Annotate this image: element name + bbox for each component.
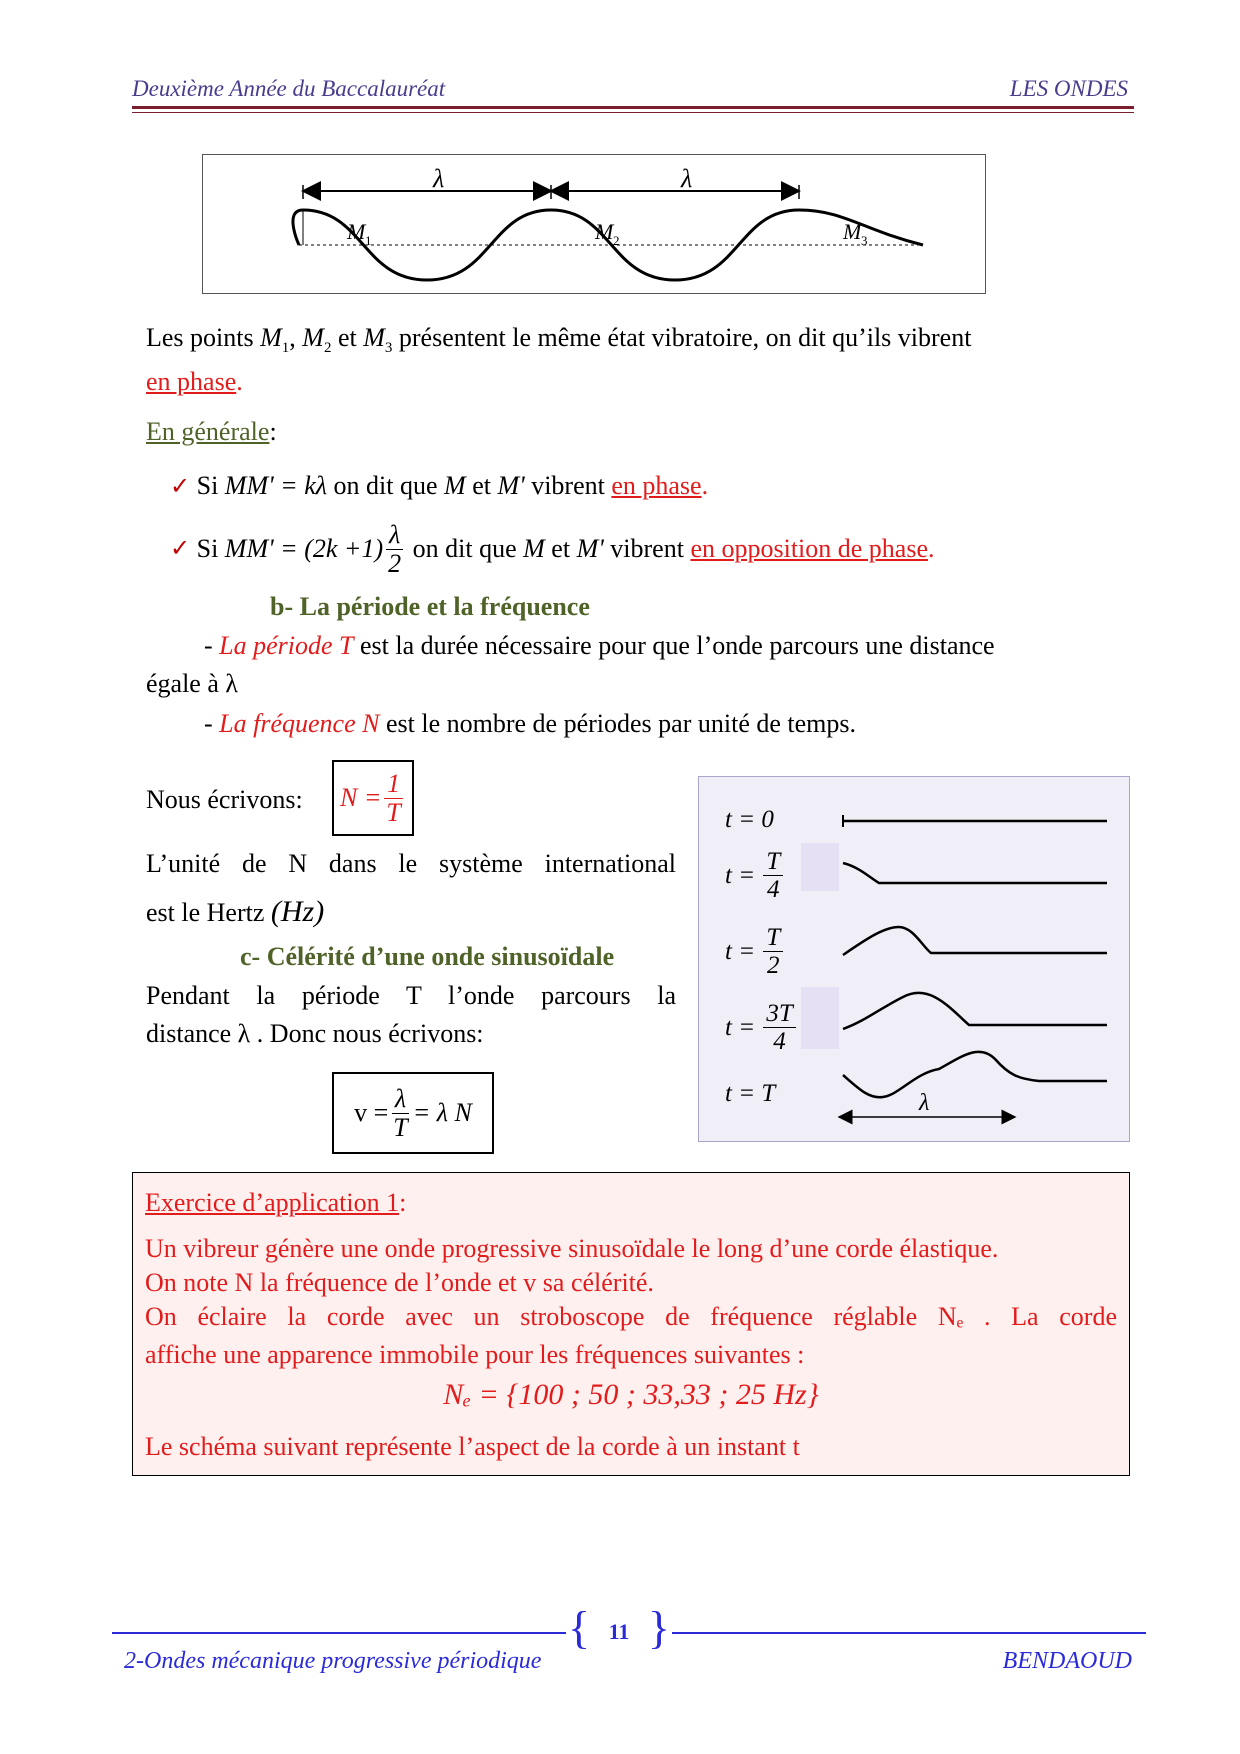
curve-3t4: [843, 993, 1107, 1029]
unit-line2: est le Hertz (Hz): [146, 895, 325, 928]
celerity-line2: distance λ . Donc nous écrivons:: [146, 1019, 484, 1048]
exercise-line5: Le schéma suivant représente l’aspect de la corde à un instant t: [145, 1432, 800, 1461]
m2-label: M: [595, 219, 614, 244]
header-rule: [132, 106, 1134, 109]
propagation-curves: [699, 777, 1129, 1141]
unit-line1: L’unité de N dans le système international: [146, 849, 676, 878]
wave-figure: [202, 154, 986, 294]
curve-t4: [843, 863, 1107, 883]
footer-line-left: [112, 1632, 566, 1634]
bullet-opposition: ✓ Si MM' = (2k +1) $\frac{\lambda}{2}$ on dit que M et M' vibrent en opposition de phase .: [170, 519, 935, 578]
celerity-formula-box: v = $\frac{\lambda}{T}$ = λ N: [332, 1072, 494, 1154]
exercise-title: Exercice d’application 1:: [145, 1188, 407, 1217]
footer-left: 2-Ondes mécanique progressive périodique: [124, 1648, 542, 1674]
time-label-T: t = T: [725, 1080, 776, 1107]
check-icon: ✓: [170, 535, 191, 562]
phase-term: en phase.: [146, 367, 243, 396]
wave-propagation-figure: [698, 776, 1130, 1142]
section-b-title: b- La période et la fréquence: [270, 592, 590, 621]
exercise-formula: Nₑ = {100 ; 50 ; 33,33 ; 25 Hz}: [443, 1378, 819, 1411]
frequency-definition: - La fréquence N est le nombre de périodes par unité de temps.: [204, 709, 857, 738]
page-number-brace: { } 11: [566, 1606, 672, 1658]
curve-t2: [843, 927, 1107, 955]
lambda-label-1: λ: [433, 164, 445, 193]
exercise-box: [132, 1172, 1130, 1476]
page-number: 11: [608, 1619, 630, 1644]
svg-text:3: 3: [861, 233, 868, 248]
m1-label: M: [347, 219, 366, 244]
period-definition: - La période T est la durée nécessaire pour que l’onde parcours une distance: [204, 631, 995, 660]
footer-line-right: [672, 1632, 1146, 1634]
exercise-line1: Un vibreur génère une onde progressive sinusoïdale le long d’une corde élastique.: [145, 1234, 999, 1263]
time-label-t2: t = $\frac{T}{2}$: [725, 925, 785, 978]
header-rule-thin: [132, 112, 1134, 113]
time-label-3t4: t = $\frac{3T}{4}$: [725, 1001, 798, 1054]
wave-figure-svg: [203, 155, 985, 293]
m3-label: M: [843, 219, 862, 244]
general-title: En générale:: [146, 417, 277, 446]
frequency-formula-box: N = $\frac{1}{T}$: [332, 760, 414, 836]
lambda-label-2: λ: [681, 164, 693, 193]
lambda-label: λ: [919, 1090, 930, 1116]
period-definition-cont: égale à λ: [146, 669, 238, 698]
time-label-0: t = 0: [725, 806, 774, 833]
exercise-line4: affiche une apparence immobile pour les fréquences suivantes :: [145, 1340, 805, 1369]
exercise-line3: On éclaire la corde avec un stroboscope de fréquence réglable Nₑ . La corde: [145, 1302, 1117, 1331]
header-left: Deuxième Année du Baccalauréat: [132, 76, 446, 101]
footer-right: BENDAOUD: [1002, 1648, 1132, 1674]
svg-text:1: 1: [365, 233, 372, 248]
exercise-line2: On note N la fréquence de l’onde et v sa célérité.: [145, 1268, 654, 1297]
check-icon: ✓: [170, 474, 191, 500]
svg-text:2: 2: [613, 233, 620, 248]
time-label-t4: t = $\frac{T}{4}$: [725, 849, 785, 902]
celerity-line1: Pendant la période T l’onde parcours la: [146, 981, 676, 1010]
curve-T: [843, 1052, 1107, 1097]
nous-ecrivons-label: Nous écrivons:: [146, 785, 303, 814]
section-c-title: c- Célérité d’une onde sinusoïdale: [240, 942, 615, 971]
header-right: LES ONDES: [1009, 76, 1128, 101]
bullet-in-phase: ✓ Si MM' = kλ on dit que M et M' vibrent en phase.: [170, 471, 709, 500]
phase-paragraph: Les points $M_1$, $M_2$ et $M_3$ présentent le même état vibratoire, on dit qu’ils vibrent: [146, 323, 972, 357]
